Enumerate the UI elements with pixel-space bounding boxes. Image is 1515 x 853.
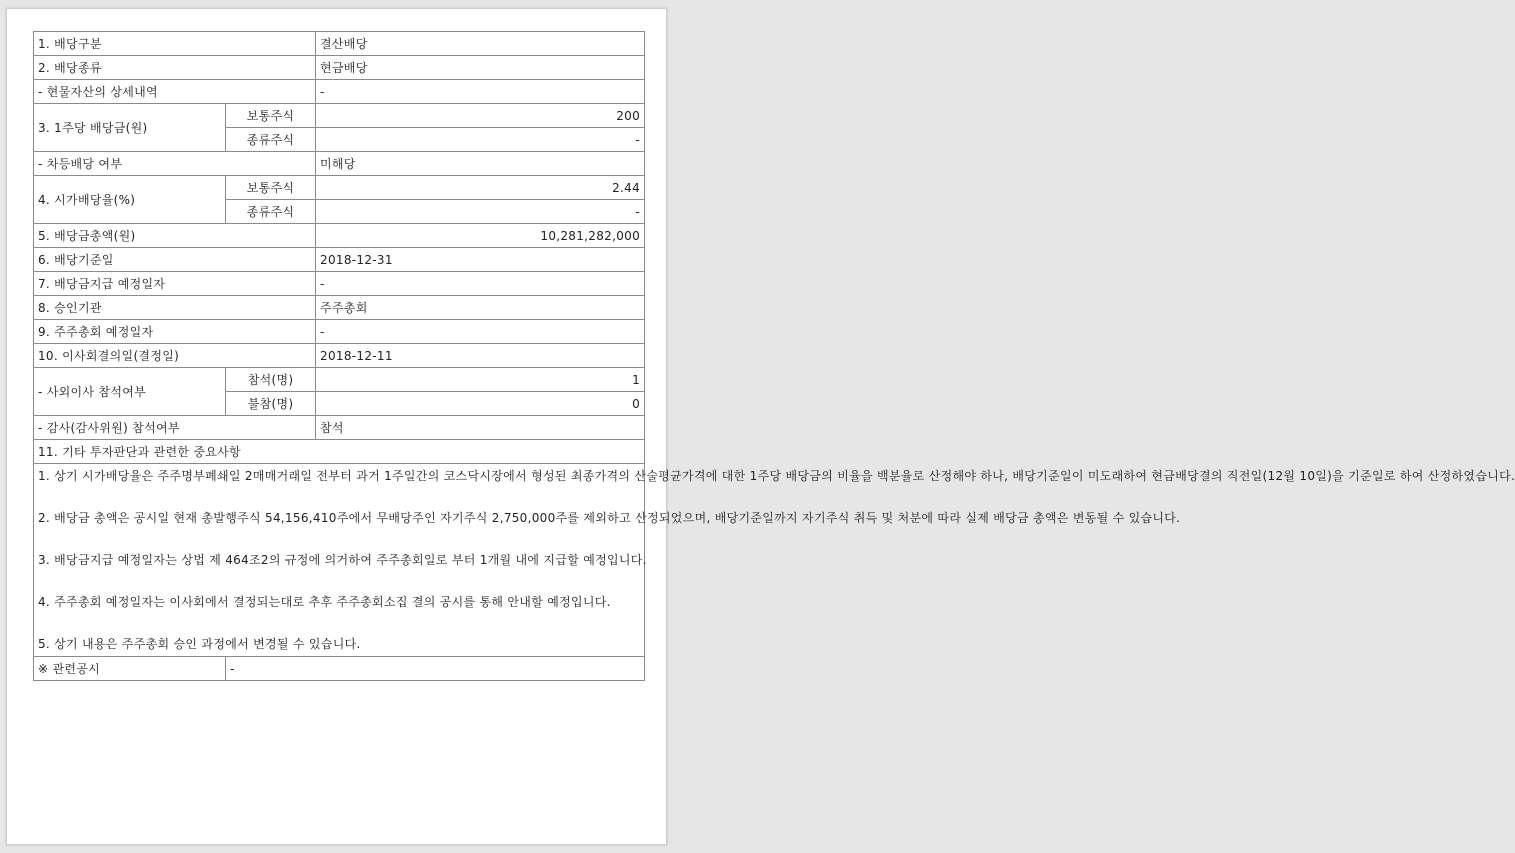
dividend-yield-label: 4. 시가배당율(%) <box>34 176 226 224</box>
dps-class-value: - <box>316 128 645 152</box>
total-dividend-label: 5. 배당금총액(원) <box>34 224 316 248</box>
total-dividend-value: 10,281,282,000 <box>316 224 645 248</box>
notes-cell <box>34 464 1515 657</box>
related-disclosure-value: - <box>226 657 645 681</box>
row-related-disclosure <box>34 657 645 681</box>
note-item: 4. 주주총회 예정일자는 이사회에서 결정되는대로 추후 주주총회소집 결의 공시를 통해 안내할 예정입니다. <box>38 595 611 609</box>
yield-common-label: 보통주식 <box>226 176 316 200</box>
auditor-attendance-label: - 감사(감사위원) 참석여부 <box>34 416 316 440</box>
yield-common-value: 2.44 <box>316 176 645 200</box>
dividend-type-value: 현금배당 <box>316 56 645 80</box>
row-dividend-type <box>34 56 645 80</box>
note-item: 2. 배당금 총액은 공시일 현재 총발행주식 54,156,410주에서 무배당주인 자기주식 2,750,000주를 제외하고 산정되었으며, 배당기준일까지 자기주식 취득 및 처분에 따라 실제 배당금 총액은 변동될 수 있습니다. <box>38 511 1181 525</box>
approval-body-label: 8. 승인기관 <box>34 296 316 320</box>
dividend-category-value: 결산배당 <box>316 32 645 56</box>
dividend-per-share-label: 3. 1주당 배당금(원) <box>34 104 226 152</box>
row-approval-body <box>34 296 645 320</box>
dps-common-value: 200 <box>316 104 645 128</box>
agm-date-label: 9. 주주총회 예정일자 <box>34 320 316 344</box>
dividend-type-label: 2. 배당종류 <box>34 56 316 80</box>
directors-present-value: 1 <box>316 368 645 392</box>
row-agm-date <box>34 320 645 344</box>
board-resolution-date-value: 2018-12-11 <box>316 344 645 368</box>
row-board-resolution-date <box>34 344 645 368</box>
note-item: 5. 상기 내용은 주주총회 승인 과정에서 변경될 수 있습니다. <box>38 637 361 651</box>
row-auditor-attendance <box>34 416 645 440</box>
payment-date-label: 7. 배당금지급 예정일자 <box>34 272 316 296</box>
payment-date-value: - <box>316 272 645 296</box>
row-yield-common <box>34 176 645 200</box>
record-date-value: 2018-12-31 <box>316 248 645 272</box>
row-record-date <box>34 248 645 272</box>
in-kind-details-value: - <box>316 80 645 104</box>
in-kind-details-label: - 현물자산의 상세내역 <box>34 80 316 104</box>
row-differential-dividend <box>34 152 645 176</box>
record-date-label: 6. 배당기준일 <box>34 248 316 272</box>
yield-class-value: - <box>316 200 645 224</box>
row-payment-date <box>34 272 645 296</box>
row-total-dividend <box>34 224 645 248</box>
other-matters-heading: 11. 기타 투자판단과 관련한 중요사항 <box>34 440 645 464</box>
auditor-attendance-value: 참석 <box>316 416 645 440</box>
note-item: 3. 배당금지급 예정일자는 상법 제 464조2의 규정에 의거하여 주주총회일로 부터 1개월 내에 지급할 예정입니다. <box>38 553 647 567</box>
row-in-kind-details <box>34 80 645 104</box>
row-outside-directors-present <box>34 368 645 392</box>
differential-dividend-value: 미해당 <box>316 152 645 176</box>
directors-absent-value: 0 <box>316 392 645 416</box>
dps-class-label: 종류주식 <box>226 128 316 152</box>
dividend-category-label: 1. 배당구분 <box>34 32 316 56</box>
row-other-matters-heading <box>34 440 645 464</box>
directors-absent-label: 불참(명) <box>226 392 316 416</box>
agm-date-value: - <box>316 320 645 344</box>
note-item: 1. 상기 시가배당율은 주주명부폐쇄일 2매매거래일 전부터 과거 1주일간의 코스닥시장에서 형성된 최종가격의 산술평균가격에 대한 1주당 배당금의 비율을 백분율로 산정해야 하나, 배당기준일이 미도래하여 현금배당결의 직전일(12월 10일)을 기준일로 하여 산정하였습니다. <box>38 469 1515 483</box>
dividend-disclosure-table <box>33 31 1515 681</box>
outside-directors-label: - 사외이사 참석여부 <box>34 368 226 416</box>
directors-present-label: 참석(명) <box>226 368 316 392</box>
row-dividend-category <box>34 32 645 56</box>
row-dps-common <box>34 104 645 128</box>
related-disclosure-label: ※ 관련공시 <box>34 657 226 681</box>
board-resolution-date-label: 10. 이사회결의일(결정일) <box>34 344 316 368</box>
dps-common-label: 보통주식 <box>226 104 316 128</box>
approval-body-value: 주주총회 <box>316 296 645 320</box>
yield-class-label: 종류주식 <box>226 200 316 224</box>
differential-dividend-label: - 차등배당 여부 <box>34 152 316 176</box>
row-notes <box>34 464 645 657</box>
